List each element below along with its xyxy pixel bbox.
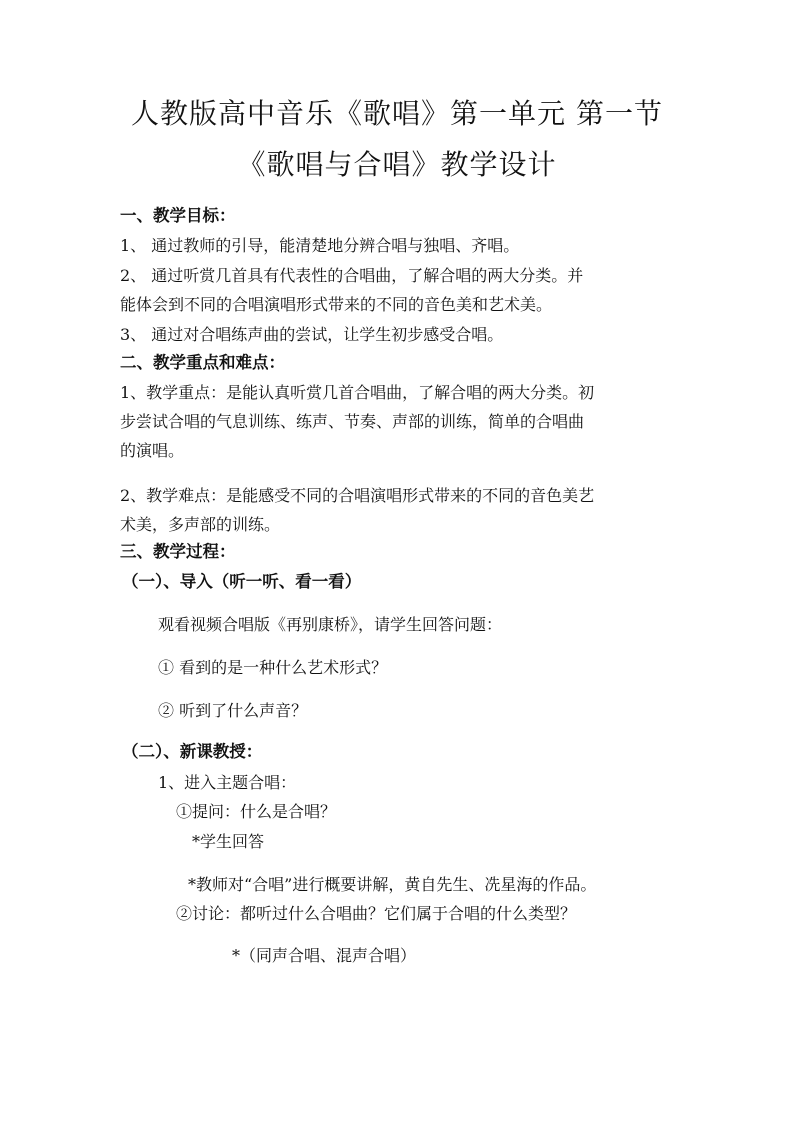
keypoints-heading: 二、教学重点和难点： — [120, 353, 285, 372]
step-1: 1、进入主题合唱： — [158, 773, 297, 792]
chorus-types: *（同声合唱、混声合唱） — [232, 946, 417, 965]
difficulty-line-2: 术美，多声部的训练。 — [120, 515, 281, 534]
key-point-line-1: 1、教学重点：是能认真听赏几首合唱曲，了解合唱的两大分类。初 — [120, 383, 595, 402]
difficulty-line-1: 2、教学难点：是能感受不同的合唱演唱形式带来的不同的音色美艺 — [120, 486, 595, 505]
student-answer: *学生回答 — [192, 832, 265, 851]
title-line-1: 人教版高中音乐《歌唱》第一单元 第一节 — [131, 97, 663, 130]
discussion: ②讨论：都听过什么合唱曲？它们属于合唱的什么类型？ — [176, 904, 577, 923]
objective-item-1: 1、 通过教师的引导，能清楚地分辨合唱与独唱、齐唱。 — [120, 236, 520, 255]
question-2: ② 听到了什么声音？ — [158, 701, 308, 720]
question-1: ① 看到的是一种什么艺术形式？ — [158, 658, 388, 677]
objectives-heading: 一、教学目标： — [120, 206, 236, 225]
teacher-explanation: *教师对“合唱”进行概要讲解，黄自先生、冼星海的作品。 — [188, 875, 597, 894]
intro-heading: （一）、导入（听一听、看一看） — [122, 572, 362, 591]
objective-item-3: 3、 通过对合唱练声曲的尝试，让学生初步感受合唱。 — [120, 325, 504, 344]
ask-question: ①提问：什么是合唱？ — [176, 802, 337, 821]
key-point-line-3: 的演唱。 — [120, 441, 185, 460]
intro-text: 观看视频合唱版《再别康桥》，请学生回答问题： — [158, 615, 503, 634]
objective-item-2-line-2: 能体会到不同的合唱演唱形式带来的不同的音色美和艺术美。 — [120, 295, 553, 314]
title-line-2: 《歌唱与合唱》教学设计 — [237, 148, 557, 181]
objective-item-2-line-1: 2、 通过听赏几首具有代表性的合唱曲，了解合唱的两大分类。并 — [120, 266, 584, 285]
new-lesson-heading: （二）、新课教授： — [122, 742, 263, 761]
process-heading: 三、教学过程： — [120, 542, 236, 561]
key-point-line-2: 步尝试合唱的气息训练、练声、节奏、声部的训练，简单的合唱曲 — [120, 412, 585, 431]
